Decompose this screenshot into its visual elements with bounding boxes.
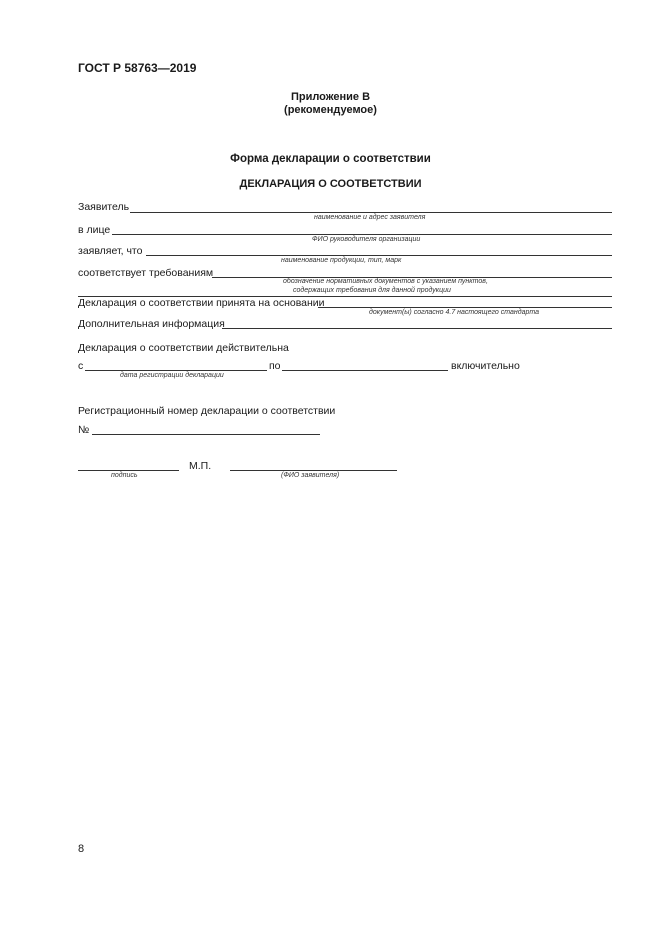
stamp-label: М.П. (189, 460, 212, 472)
complies-hint-line1: обозначение нормативных документов с указанием пунктов, (283, 278, 488, 285)
registration-number-line[interactable] (92, 434, 320, 435)
applicant-line[interactable] (130, 212, 612, 213)
applicant-hint: наименование и адрес заявителя (314, 214, 426, 221)
validity-from-line[interactable] (85, 370, 267, 371)
declaration-title: ДЕКЛАРАЦИЯ О СООТВЕТСТВИИ (239, 178, 422, 190)
declares-label: заявляет, что (78, 245, 143, 257)
applicant-name-line[interactable] (230, 470, 397, 471)
page-number: 8 (78, 843, 85, 855)
additional-label: Дополнительная информация (78, 318, 225, 330)
complies-hint-line2: содержащих требования для данной продукции (293, 287, 451, 294)
validity-to: по (269, 360, 281, 372)
declares-hint: наименование продукции, тип, марк (281, 257, 402, 264)
basis-hint: документ(ы) согласно 4.7 настоящего стандарта (369, 309, 540, 316)
basis-label: Декларация о соответствии принята на основании (78, 297, 325, 309)
document-code: ГОСТ Р 58763—2019 (78, 61, 197, 75)
signature-line[interactable] (78, 470, 179, 471)
validity-inclusive: включительно (451, 360, 520, 372)
registration-number-sign: № (78, 424, 90, 436)
validity-label: Декларация о соответствии действительна (78, 342, 289, 354)
additional-line[interactable] (222, 328, 612, 329)
validity-hint: дата регистрации декларации (120, 372, 224, 379)
basis-line[interactable] (318, 307, 612, 308)
annex-note: (рекомендуемое) (284, 104, 377, 116)
registration-label: Регистрационный номер декларации о соответствии (78, 405, 336, 417)
validity-to-line[interactable] (282, 370, 448, 371)
complies-label: соответствует требованиям (78, 267, 214, 279)
signature-hint: подпись (111, 472, 138, 479)
annex-title: Приложение В (290, 91, 371, 103)
represented-by-label: в лице (78, 224, 111, 236)
represented-by-line[interactable] (112, 234, 612, 235)
validity-from: с (78, 360, 84, 372)
represented-by-hint: ФИО руководителя организации (312, 236, 421, 243)
declares-line[interactable] (146, 255, 612, 256)
form-title: Форма декларации о соответствии (230, 153, 431, 165)
applicant-label: Заявитель (78, 201, 130, 213)
applicant-name-hint: (ФИО заявителя) (281, 472, 340, 479)
